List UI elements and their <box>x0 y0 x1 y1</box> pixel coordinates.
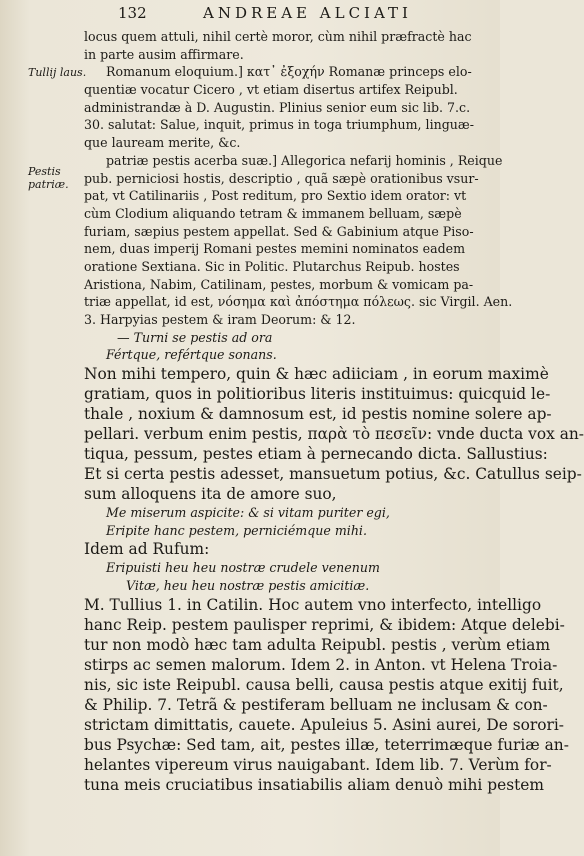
text-line: Romanum eloquium.] κατ᾽ ἐξοχήν Romanæ princeps elo- <box>106 64 472 80</box>
text-line: patriæ pestis acerba suæ.] Allegorica nefarij hominis , Reique <box>106 152 503 168</box>
verse-line: Vitæ, heu heu nostræ pestis amicitiæ. <box>126 578 370 594</box>
text-line: administrandæ à D. Augustin. Plinius senior eum sic lib. 7.c. <box>84 99 471 115</box>
text-line: helantes vipereum virus nauigabant. Idem lib. 7. Verùm for- <box>84 755 552 774</box>
text-line: Idem ad Rufum: <box>84 540 210 559</box>
text-line: 3. Harpyias pestem & iram Deorum: & 12. <box>84 312 356 327</box>
text-line: bus Psychæ: Sed tam, ait, pestes illæ, teterrimæque furiæ an- <box>84 735 569 754</box>
text-line: nem, duas imperij Romani pestes memini nominatos eadem <box>84 241 466 257</box>
page-number: 132 <box>118 4 147 22</box>
text-line: strictam dimittatis, cauete. Apuleius 5. Asini aurei, De sorori- <box>84 715 564 734</box>
text-line: que lauream merite, &c. <box>84 135 241 151</box>
text-line: oratione Sextiana. Sic in Politic. Plutarchus Reipub. hostes <box>84 258 460 274</box>
text-line: Non mihi tempero, quin & hæc adiiciam , in eorum maximè <box>84 365 549 384</box>
verse-line: — Turni se pestis ad ora <box>117 329 273 345</box>
text-line: tuna meis cruciatibus insatiabilis aliam denuò mihi pestem <box>84 775 544 794</box>
text-line: thale , noxium & damnosum est, id pestis nomine solere ap- <box>84 405 552 424</box>
running-title: ANDREAE ALCIATI <box>203 4 412 22</box>
text-line: sum alloquens ita de amore suo, <box>84 485 337 504</box>
body-text <box>84 28 584 795</box>
text-line: Aristiona, Nabim, Catilinam, pestes, morbum & vomicam pa- <box>84 276 474 292</box>
text-line: pub. perniciosi hostis, descriptio , quã sæpè orationibus vsur- <box>84 170 479 186</box>
text-line: triæ appellat, id est, νόσημα καὶ ἀπόστημα πόλεως. sic Virgil. Aen. <box>84 294 513 310</box>
text-line: cùm Clodium aliquando tetram & immanem belluam, sæpè <box>84 205 462 221</box>
text-line: & Philip. 7. Tetrã & pestiferam belluam ne inclusam & con- <box>84 695 548 714</box>
text-line: tur non modò hæc tam adulta Reipubl. pestis , verùm etiam <box>84 635 551 654</box>
text-line: quentiæ vocatur Cicero , vt etiam disertus artifex Reipubl. <box>84 82 458 98</box>
text-line: Et si certa pestis adesset, mansuetum potius, &c. Catullus seip- <box>84 465 582 484</box>
text-line: stirps ac semen malorum. Idem 2. in Anton. vt Helena Troia- <box>84 655 558 674</box>
text-line: furiam, sæpius pestem appellat. Sed & Gabinium atque Piso- <box>84 223 474 239</box>
margin-note-pestis: Pestis patriæ. <box>28 165 69 191</box>
text-line: pellari. verbum enim pestis, παρὰ τὸ πεσεῖν: vnde ducta vox an- <box>84 425 584 444</box>
verse-line: Eripuisti heu heu nostræ crudele venenum <box>106 560 380 576</box>
text-line: pat, vt Catilinariis , Post reditum, pro Sextio idem orator: vt <box>84 188 467 204</box>
text-line: in parte ausim affirmare. <box>84 46 244 62</box>
text-line: 30. salutat: Salue, inquit, primus in toga triumphum, linguæ- <box>84 117 474 133</box>
text-line: M. Tullius 1. in Catilin. Hoc autem vno interfecto, intelligo <box>84 595 542 614</box>
verse-line: Fértque, refértque sonans. <box>106 347 277 363</box>
verse-line: Eripite hanc pestem, perniciémque mihi. <box>106 522 367 538</box>
margin-note-tullij: Tullij laus. <box>28 66 87 79</box>
text-line: gratiam, quos in politioribus literis instituimus: quicquid le- <box>84 385 551 404</box>
text-line: nis, sic iste Reipubl. causa belli, causa pestis atque exitij fuit, <box>84 675 564 694</box>
text-line: locus quem attuli, nihil certè moror, cùm nihil præfractè hac <box>84 29 472 44</box>
text-line: tiqua, pessum, pestes etiam à pernecando dicta. Sallustius: <box>84 445 548 464</box>
text-line: hanc Reip. pestem paulisper reprimi, & ibidem: Atque delebi- <box>84 615 565 634</box>
running-header <box>118 4 498 26</box>
verse-line: Me miserum aspicite: & si vitam puriter egi, <box>106 505 390 521</box>
